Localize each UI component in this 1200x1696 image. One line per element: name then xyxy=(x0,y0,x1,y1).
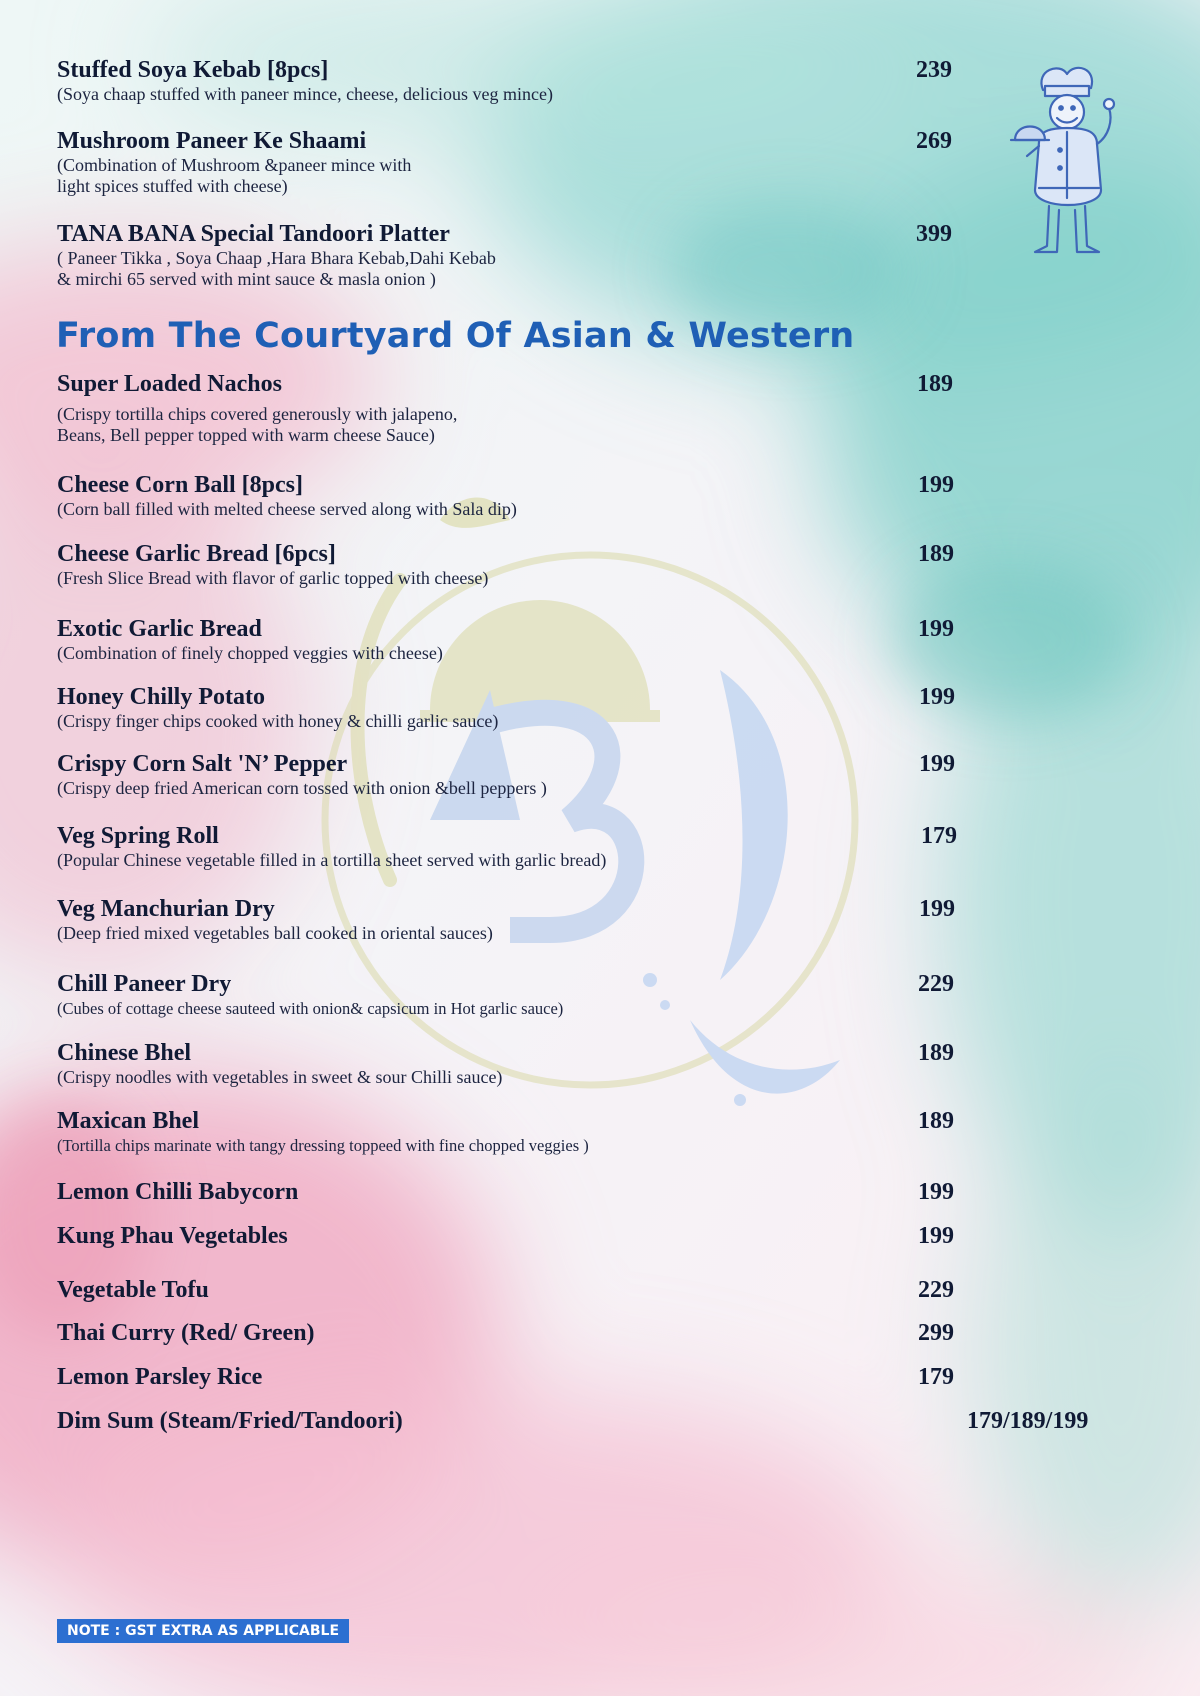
item-name: TANA BANA Special Tandoori Platter xyxy=(57,221,450,247)
item-name: Lemon Parsley Rice xyxy=(57,1364,263,1390)
item-price: 189 xyxy=(918,1040,954,1066)
item-description: (Fresh Slice Bread with flavor of garlic topped with cheese) xyxy=(57,568,489,588)
menu-item xyxy=(57,56,1157,105)
item-name: Kung Phau Vegetables xyxy=(57,1223,288,1249)
item-name: Maxican Bhel xyxy=(57,1108,199,1134)
item-name: Vegetable Tofu xyxy=(57,1277,209,1303)
item-name: Thai Curry (Red/ Green) xyxy=(57,1320,315,1346)
menu-item xyxy=(57,970,1157,1019)
item-price: 399 xyxy=(916,221,952,247)
item-name: Veg Spring Roll xyxy=(57,823,219,849)
item-name: Mushroom Paneer Ke Shaami xyxy=(57,128,367,154)
item-name: Lemon Chilli Babycorn xyxy=(57,1179,299,1205)
item-price: 269 xyxy=(916,128,952,154)
item-name: Veg Manchurian Dry xyxy=(57,896,275,922)
item-price: 189 xyxy=(917,371,953,397)
item-price: 199 xyxy=(918,1223,954,1249)
menu-item xyxy=(57,1178,1157,1206)
menu-item xyxy=(57,1222,1157,1250)
item-description: (Combination of finely chopped veggies with cheese) xyxy=(57,643,443,663)
menu-item xyxy=(57,540,1157,589)
gst-note-badge: NOTE : GST EXTRA AS APPLICABLE xyxy=(57,1619,349,1643)
menu-item xyxy=(57,895,1157,944)
section-heading: From The Courtyard Of Asian & Western xyxy=(56,316,855,356)
item-price: 199 xyxy=(918,1179,954,1205)
item-description: ( Paneer Tikka , Soya Chaap ,Hara Bhara Kebab,Dahi Kebab & mirchi 65 served with mint sauce & masla onion ) xyxy=(57,248,496,289)
menu-item xyxy=(57,1276,1157,1304)
item-price: 189 xyxy=(918,1108,954,1134)
item-description: (Crispy noodles with vegetables in sweet & sour Chilli sauce) xyxy=(57,1067,503,1087)
item-price: 179 xyxy=(921,823,957,849)
menu-item xyxy=(57,1107,1157,1156)
item-name: Crispy Corn Salt 'N’ Pepper xyxy=(57,751,348,777)
item-name: Honey Chilly Potato xyxy=(57,684,265,710)
item-name: Chinese Bhel xyxy=(57,1040,192,1066)
item-price: 229 xyxy=(918,971,954,997)
item-price: 199 xyxy=(919,751,955,777)
item-description: (Combination of Mushroom &paneer mince with light spices stuffed with cheese) xyxy=(57,155,412,196)
item-price: 239 xyxy=(916,57,952,83)
menu-item xyxy=(57,1407,1157,1435)
menu-item xyxy=(57,127,1157,197)
item-name: Stuffed Soya Kebab [8pcs] xyxy=(57,57,329,83)
item-description: (Deep fried mixed vegetables ball cooked in oriental sauces) xyxy=(57,923,493,943)
item-price: 299 xyxy=(918,1320,954,1346)
item-name: Cheese Garlic Bread [6pcs] xyxy=(57,541,336,567)
menu-item xyxy=(57,1363,1157,1391)
menu-item xyxy=(57,615,1157,664)
item-price: 199 xyxy=(919,896,955,922)
item-name: Super Loaded Nachos xyxy=(57,371,282,397)
menu-item xyxy=(57,220,1157,290)
menu-item xyxy=(57,1319,1157,1347)
item-price: 199 xyxy=(918,616,954,642)
item-description: (Soya chaap stuffed with paneer mince, cheese, delicious veg mince) xyxy=(57,84,553,104)
item-description: (Corn ball filled with melted cheese served along with Sala dip) xyxy=(57,499,517,519)
item-description: (Crispy deep fried American corn tossed with onion &bell peppers ) xyxy=(57,778,547,798)
menu-item xyxy=(57,1039,1157,1088)
menu-item xyxy=(57,471,1157,520)
menu-item xyxy=(57,370,1157,446)
item-description: (Crispy tortilla chips covered generously with jalapeno, Beans, Bell pepper topped with warm cheese Sauce) xyxy=(57,404,458,445)
item-price: 179/189/199 xyxy=(967,1408,1089,1434)
menu-item xyxy=(57,750,1157,799)
item-name: Exotic Garlic Bread xyxy=(57,616,262,642)
item-price: 199 xyxy=(919,684,955,710)
item-description: (Popular Chinese vegetable filled in a tortilla sheet served with garlic bread) xyxy=(57,850,607,870)
item-description: (Cubes of cottage cheese sauteed with onion& capsicum in Hot garlic sauce) xyxy=(57,999,564,1018)
item-name: Dim Sum (Steam/Fried/Tandoori) xyxy=(57,1408,403,1434)
item-price: 179 xyxy=(918,1364,954,1390)
item-description: (Tortilla chips marinate with tangy dressing toppeed with fine chopped veggies ) xyxy=(57,1136,589,1155)
item-name: Chill Paneer Dry xyxy=(57,971,232,997)
item-name: Cheese Corn Ball [8pcs] xyxy=(57,472,303,498)
item-price: 229 xyxy=(918,1277,954,1303)
menu-item xyxy=(57,822,1157,871)
item-description: (Crispy finger chips cooked with honey & chilli garlic sauce) xyxy=(57,711,499,731)
item-price: 189 xyxy=(918,541,954,567)
menu-item xyxy=(57,683,1157,732)
item-price: 199 xyxy=(918,472,954,498)
